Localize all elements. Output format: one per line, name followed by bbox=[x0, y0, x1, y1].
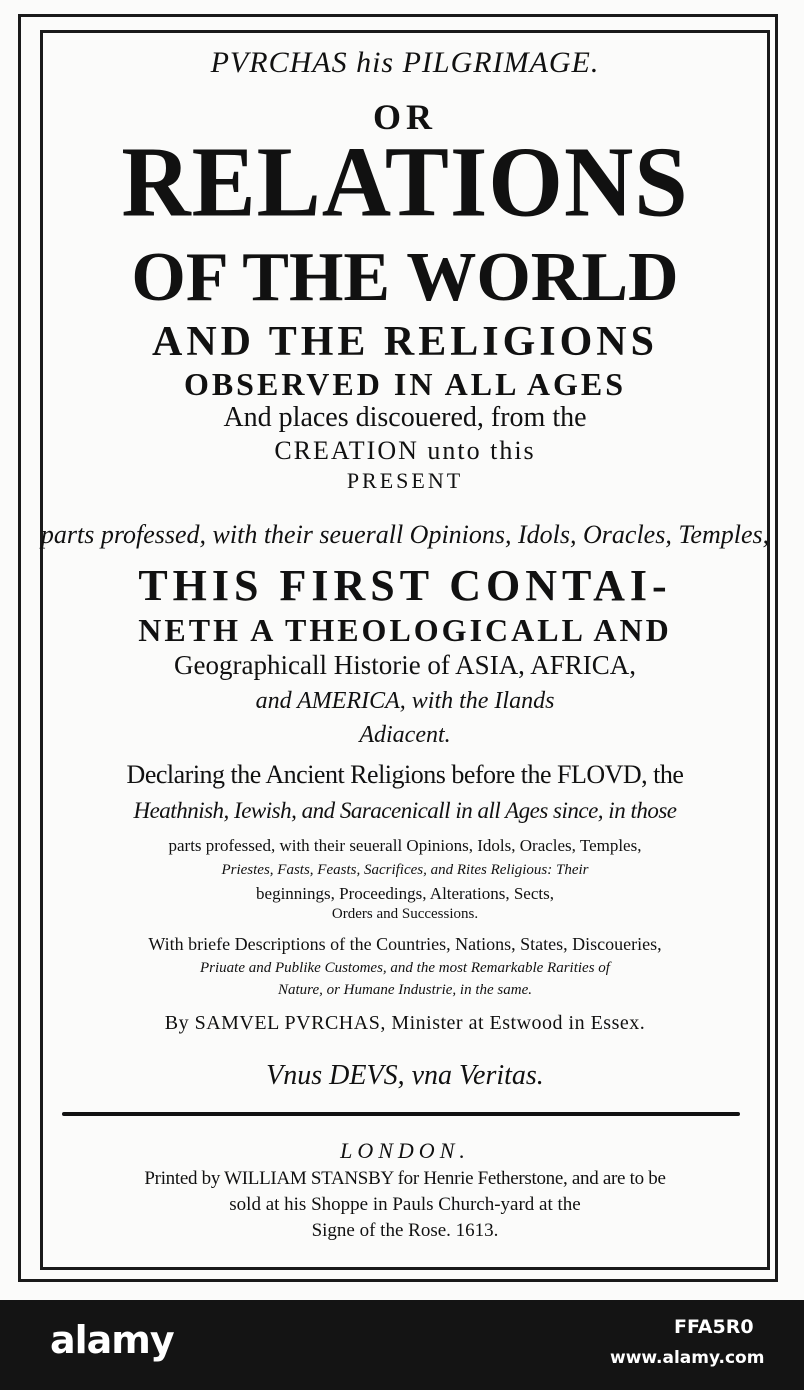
of-the-world-heading: OF THE WORLD bbox=[131, 239, 679, 316]
declaring-line: Declaring the Ancient Religions before the FLOVD, the bbox=[126, 760, 684, 789]
religions-heading: AND THE RELIGIONS bbox=[151, 319, 658, 365]
america-line: and AMERICA, with the Ilands bbox=[255, 688, 555, 714]
printed-line: Printed by WILLIAM STANSBY for Henrie Fetherstone, and are to be bbox=[144, 1168, 666, 1189]
heathnish-line: Heathnish, Iewish, and Saracenicall in all Ages since, in those bbox=[133, 798, 677, 823]
watermark-url: www.alamy.com bbox=[610, 1348, 765, 1368]
sold-line: sold at his Shoppe in Pauls Church-yard at the bbox=[229, 1194, 581, 1215]
signe-line: Signe of the Rose. 1613. bbox=[311, 1220, 499, 1241]
neth-heading: NETH A THEOLOGICALL AND bbox=[138, 612, 672, 648]
adiacent-line: Adiacent. bbox=[359, 722, 451, 748]
or-line: OR bbox=[373, 97, 437, 137]
orders-line: Orders and Successions. bbox=[331, 906, 479, 922]
with-briefe-line: With briefe Descriptions of the Countries, Nations, States, Discoueries, bbox=[148, 934, 662, 954]
image-id: FFA5R0 bbox=[674, 1316, 754, 1338]
priests-line: Priestes, Fasts, Feasts, Sacrifices, and Rites Religious: Their bbox=[221, 862, 589, 878]
observed-heading: OBSERVED IN ALL AGES bbox=[183, 366, 627, 402]
beginnings-line: beginnings, Proceedings, Alterations, Sects, bbox=[256, 884, 554, 903]
places-line: And places discouered, from the bbox=[223, 402, 587, 433]
relations-heading: RELATIONS bbox=[121, 125, 689, 238]
london-line: LONDON. bbox=[340, 1138, 470, 1163]
creation-line: CREATION unto this bbox=[274, 436, 536, 465]
geographicall-line: Geographicall Historie of ASIA, AFRICA, bbox=[174, 650, 636, 680]
first-contai-heading: THIS FIRST CONTAI- bbox=[138, 561, 672, 610]
alamy-logo: alamy bbox=[50, 1318, 174, 1362]
header-title: PVRCHAS his PILGRIMAGE. bbox=[210, 46, 600, 79]
nature-line: Nature, or Humane Industrie, in the same. bbox=[277, 982, 532, 998]
present-line: PRESENT bbox=[346, 468, 464, 493]
parts-line: parts professed, with their seuerall Opinions, Idols, Oracles, Temples, bbox=[40, 520, 770, 549]
author-line: By SAMVEL PVRCHAS, Minister at Estwood in Essex. bbox=[164, 1012, 646, 1034]
divider-rule bbox=[62, 1112, 740, 1116]
motto-line: Vnus DEVS, vna Veritas. bbox=[266, 1060, 544, 1091]
parts-professed-line: parts professed, with their seuerall Opinions, Idols, Oracles, Temples, bbox=[168, 836, 642, 855]
priuate-line: Priuate and Publike Customes, and the most Remarkable Rarities of bbox=[200, 960, 610, 976]
